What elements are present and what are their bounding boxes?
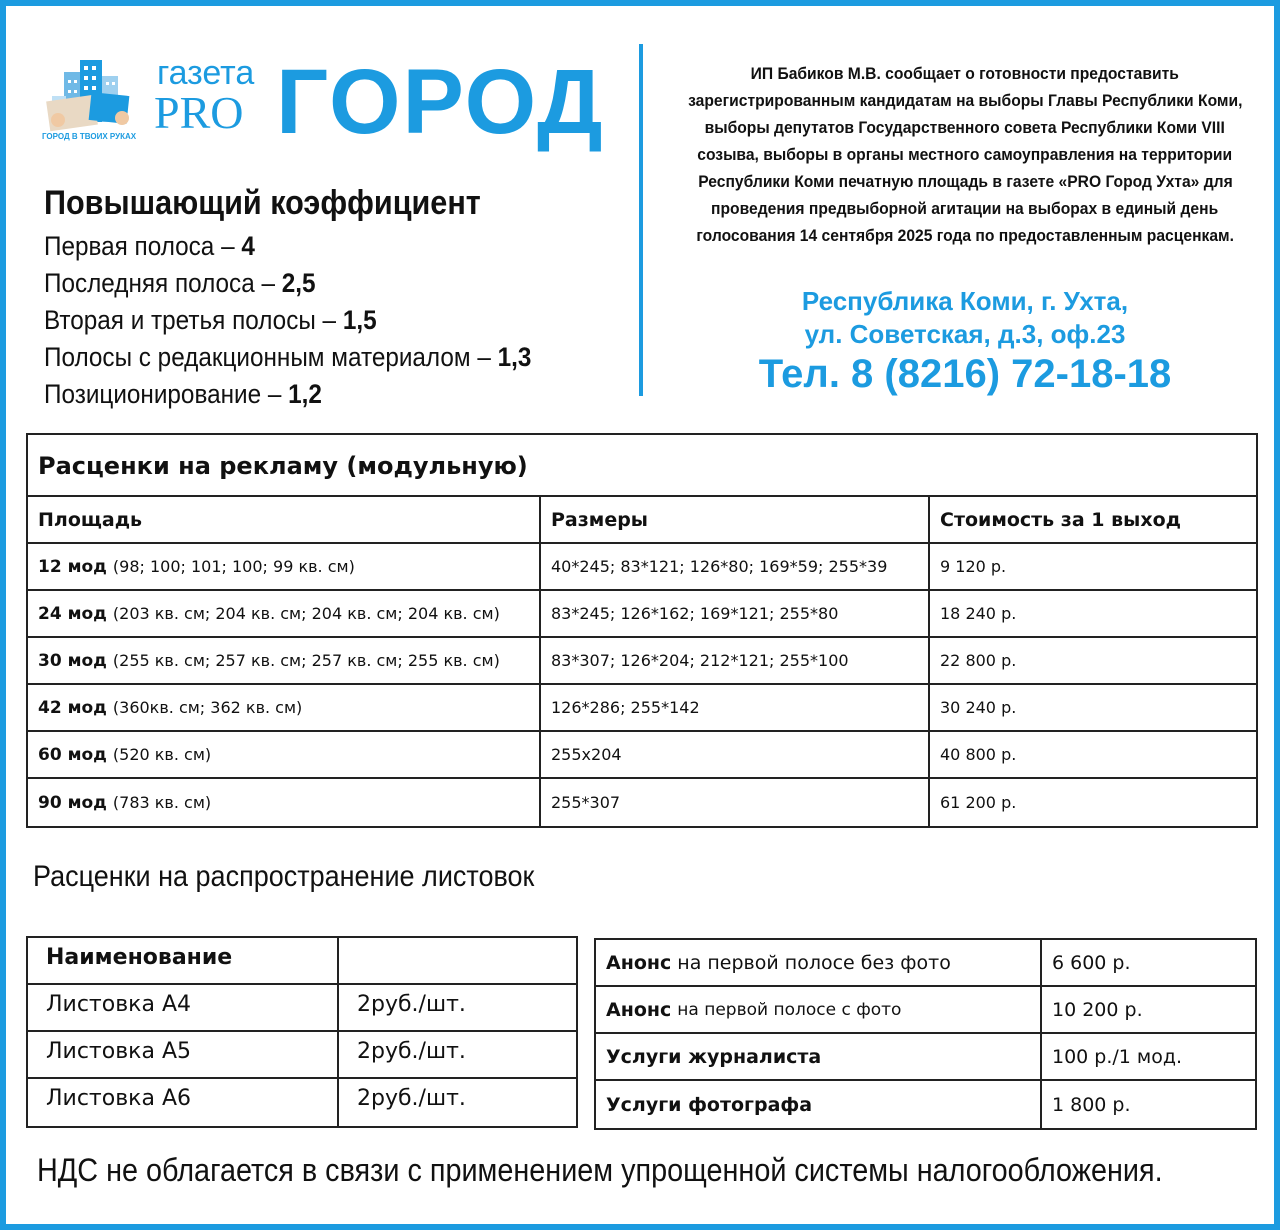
coefficient-label: Вторая и третья полосы –: [44, 305, 337, 335]
service-title: Услуги журналиста: [606, 1045, 822, 1068]
leaflet-price: 2руб./шт.: [357, 992, 466, 1017]
logo-word-pro: PRO: [154, 87, 244, 138]
module-count: 90 мод: [38, 792, 107, 813]
coefficient-label: Позиционирование –: [44, 379, 282, 409]
sizes-cell: 126*286; 255*142: [541, 685, 930, 730]
service-name: [596, 1081, 1042, 1128]
coefficient-item: [44, 265, 531, 302]
price-cell: 61 200 р.: [940, 793, 1017, 812]
ad-price-table: [26, 433, 1258, 828]
announcement-line: ИП Бабиков М.В. сообщает о готовности предоставить: [750, 64, 1180, 83]
sizes-cell: 40*245; 83*121; 126*80; 169*59; 255*39: [541, 544, 930, 589]
service-title: Услуги фотографа: [606, 1093, 813, 1116]
newspaper-logo: [42, 51, 605, 162]
service-title: Анонс: [606, 951, 672, 974]
module-count: 30 мод: [38, 650, 107, 671]
sizes-cell: 255х204: [541, 732, 930, 777]
area-values: (98; 100; 101; 100; 99 кв. см): [112, 557, 355, 576]
services-table: [594, 938, 1257, 1130]
address-line: ул. Советская, д.3, оф.23: [804, 319, 1126, 349]
price-cell: 9 120 р.: [940, 557, 1007, 576]
module-count: 42 мод: [38, 697, 107, 718]
table-row: [596, 940, 1255, 987]
table-row: [28, 685, 1256, 732]
phone-number: Тел. 8 (8216) 72-18-18: [758, 352, 1172, 396]
area-cell: [28, 732, 541, 777]
empty-header-cell: [339, 938, 576, 983]
table-header-row: [28, 938, 576, 985]
service-name: [596, 987, 1042, 1032]
address-block: [650, 285, 1280, 351]
area-values: (520 кв. см): [112, 745, 212, 764]
column-header: Наименование: [28, 938, 339, 983]
sizes-cell: 83*307; 126*204; 212*121; 255*100: [541, 638, 930, 683]
table-row: [596, 987, 1255, 1034]
vertical-divider: [639, 44, 643, 396]
coefficient-label: Первая полоса –: [44, 231, 235, 261]
logo-word-gorod: ГОРОД: [276, 51, 605, 153]
table-row: [28, 779, 1256, 826]
table-row: [28, 591, 1256, 638]
table-row: [596, 1034, 1255, 1081]
address-line: Республика Коми, г. Ухта,: [801, 286, 1129, 316]
service-price: 1 800 р.: [1052, 1093, 1131, 1116]
announcement-line: голосования 14 сентября 2025 года по предоставленным расценкам.: [696, 226, 1234, 245]
city-buildings-icon: [46, 58, 130, 132]
area-cell: [28, 779, 541, 826]
price-cell: 18 240 р.: [940, 604, 1017, 623]
service-price: 6 600 р.: [1052, 951, 1131, 974]
leaflet-name: Листовка А6: [28, 1079, 339, 1126]
coefficient-value: 1,2: [288, 379, 322, 409]
table-row: [28, 732, 1256, 779]
service-name: [596, 1034, 1042, 1079]
leaflets-table: [26, 936, 578, 1128]
column-header: Стоимость за 1 выход: [940, 508, 1181, 531]
coefficient-list: [44, 228, 586, 413]
coefficient-value: 1,3: [497, 342, 532, 372]
price-cell: 30 240 р.: [940, 698, 1017, 717]
sizes-cell: 83*245; 126*162; 169*121; 255*80: [541, 591, 930, 636]
coefficient-value: 1,5: [342, 305, 377, 335]
coefficient-item: [44, 302, 531, 339]
coefficient-title: Повышающий коэффициент: [44, 184, 481, 222]
vat-notice: НДС не облагается в связи с применением упрощенной системы налогообложения.: [37, 1152, 1163, 1188]
announcement-line: выборы депутатов Государственного совета Республики Коми VIII: [704, 118, 1226, 137]
coefficient-item: [44, 376, 531, 413]
table-row: [28, 544, 1256, 591]
coefficient-label: Полосы с редакционным материалом –: [44, 342, 491, 372]
column-header: Площадь: [28, 497, 541, 542]
service-detail: на первой полосе без фото: [677, 951, 951, 974]
announcement-text: [650, 60, 1280, 249]
announcement-line: проведения предвыборной агитации на выборах в единый день: [711, 199, 1219, 218]
area-values: (203 кв. см; 204 кв. см; 204 кв. см; 204 кв. см): [112, 604, 500, 623]
coefficient-value: 4: [241, 231, 255, 261]
table-row: [28, 1032, 576, 1079]
price-cell: 22 800 р.: [940, 651, 1017, 670]
ad-table-title: Расценки на рекламу (модульную): [28, 435, 1256, 497]
leaflet-price: 2руб./шт.: [357, 1086, 466, 1111]
service-name: [596, 940, 1042, 985]
table-header-row: [28, 497, 1256, 544]
table-row: [28, 1079, 576, 1126]
service-price: 100 р./1 мод.: [1052, 1045, 1183, 1068]
service-detail: на первой полосе с фото: [677, 999, 902, 1020]
announcement-line: Республики Коми печатную площадь в газете «PRO Город Ухта» для: [697, 172, 1233, 191]
coefficient-label: Последняя полоса –: [44, 268, 276, 298]
leaflets-title: Расценки на распространение листовок: [33, 860, 535, 893]
column-header: Размеры: [541, 497, 930, 542]
logo-tagline: ГОРОД В ТВОИХ РУКАХ: [42, 132, 137, 141]
area-cell: [28, 638, 541, 683]
leaflet-price: 2руб./шт.: [357, 1039, 466, 1064]
announcement-line: зарегистрированным кандидатам на выборы Главы Республики Коми,: [687, 91, 1243, 110]
table-row: [28, 638, 1256, 685]
module-count: 12 мод: [38, 556, 107, 577]
area-cell: [28, 591, 541, 636]
price-cell: 40 800 р.: [940, 745, 1017, 764]
area-values: (255 кв. см; 257 кв. см; 257 кв. см; 255 кв. см): [112, 651, 500, 670]
coefficient-item: [44, 228, 531, 265]
table-row: [596, 1081, 1255, 1128]
service-title: Анонс: [606, 998, 672, 1021]
leaflet-name: Листовка А5: [28, 1032, 339, 1077]
area-cell: [28, 685, 541, 730]
leaflet-name: Листовка А4: [28, 985, 339, 1030]
announcement-line: созыва, выборы в органы местного самоуправления на территории: [697, 145, 1233, 164]
area-values: (783 кв. см): [112, 793, 212, 812]
area-values: (360кв. см; 362 кв. см): [112, 698, 303, 717]
logo-word-gazeta: газета: [157, 54, 255, 92]
coefficient-value: 2,5: [281, 268, 316, 298]
coefficient-item: [44, 339, 531, 376]
module-count: 24 мод: [38, 603, 107, 624]
sizes-cell: 255*307: [541, 779, 930, 826]
area-cell: [28, 544, 541, 589]
table-row: [28, 985, 576, 1032]
module-count: 60 мод: [38, 744, 107, 765]
service-price: 10 200 р.: [1052, 998, 1143, 1021]
